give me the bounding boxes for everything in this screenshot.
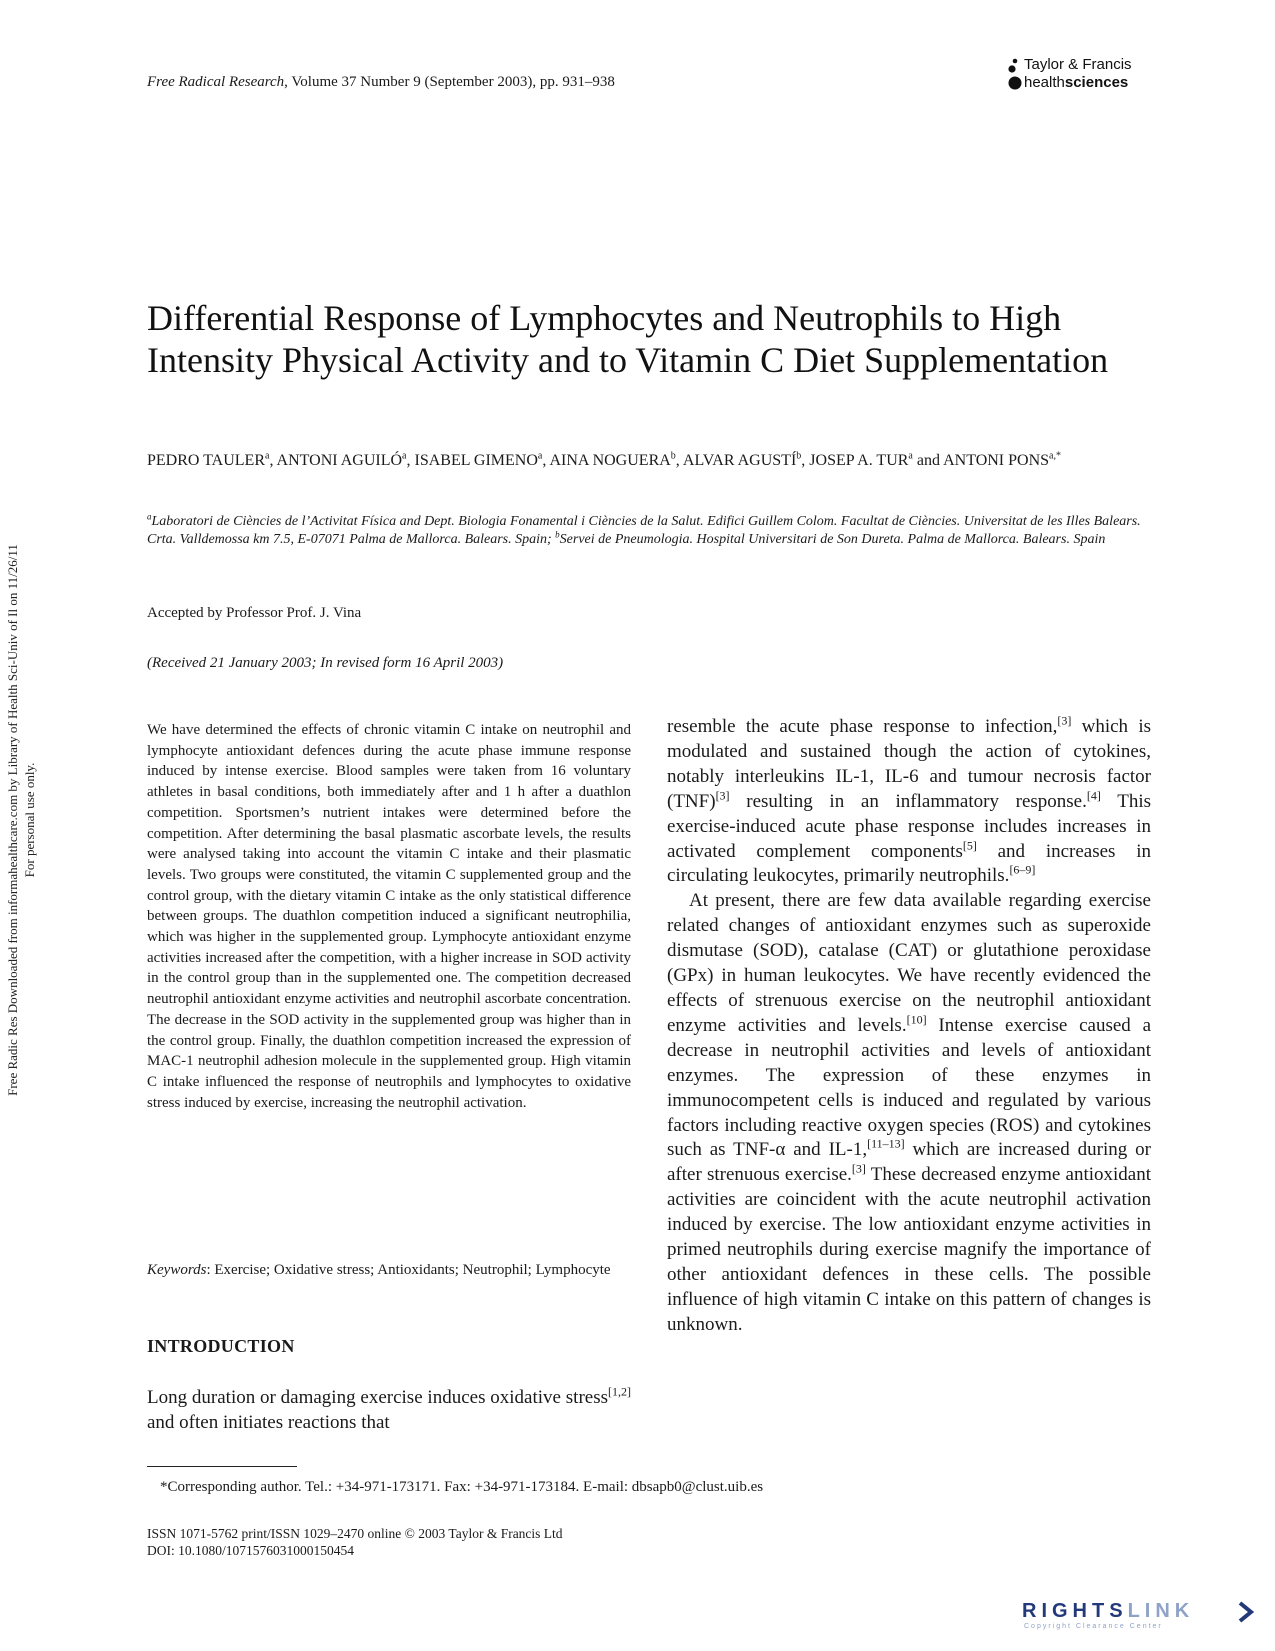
- publisher-name: Taylor & Francis: [1024, 56, 1132, 73]
- introduction-paragraph-left: Long duration or damaging exercise induces oxidative stress[1,2] and often initiates reactions that: [147, 1384, 631, 1433]
- chevron-right-icon: [1236, 1600, 1256, 1624]
- keywords-text: : Exercise; Oxidative stress; Antioxidants; Neutrophil; Lymphocyte: [206, 1262, 611, 1278]
- keywords-label: Keywords: [147, 1262, 207, 1278]
- accepted-by: Accepted by Professor Prof. J. Vina: [147, 605, 362, 621]
- download-notice: Free Radic Res Downloaded from informahealthcare.com by Library of Health Sci-Univ of Il on 11/26/11: [5, 544, 20, 1096]
- corresponding-author-footnote: *Corresponding author. Tel.: +34-971-173171. Fax: +34-971-173184. E-mail: dbsapb0@clust.uib.es: [160, 1479, 764, 1495]
- citation-ref[interactable]: [1,2]: [608, 1384, 631, 1399]
- issn-doi: [147, 1525, 563, 1559]
- section-heading-introduction: INTRODUCTION: [147, 1336, 295, 1356]
- journal-name: Free Radical Research: [147, 74, 285, 90]
- publisher-logo: [1006, 54, 1156, 96]
- footnote-divider: [147, 1466, 297, 1467]
- introduction-paragraph: resemble the acute phase response to infection,[3] which is modulated and sustained though the action of cytokines, notably interleukins IL-1, IL-6 and tumour necrosis factor (TNF)[3] resulting in an inflammatory response.[4] This exercise-induced acute phase response includes increases in activated complement components[5] and increases in circulating leukocytes, primarily neutrophils.[6–9]: [667, 713, 1152, 887]
- author-list: PEDRO TAULER$^a$, ANTONI AGUILÓ$^a$, ISABEL GIMENO$^a$, AINA NOGUERA$^b$, ALVAR AGUSTÍ$^b$, JOSEP A. TUR$^a$ and ANTONI $PONS^{a,*}$: [147, 450, 1061, 469]
- introduction-paragraph: At present, there are few data available regarding exercise related changes of antioxidant enzymes such as superoxide dismutase (SOD), catalase (CAT) or glutathione peroxidase (GPx) in human leukocytes. We have recently evidenced the effects of strenuous exercise on the neutrophil antioxidant enzyme activities and levels.[10] Intense exercise caused a decrease in neutrophil activities and levels of antioxidant enzymes. The expression of these enzymes in immunocompetent cells is induced and regulated by various factors including reactive oxygen species (ROS) and cytokines such as TNF-α and IL-1,[11–13] which are increased during or after strenuous exercise.[3] These decreased enzyme antioxidant activities are coincident with the acute neutrophil activation induced by exercise. The low antioxidant enzyme activities in primed neutrophils during exercise magnify the importance of other antioxidant defences in these cells. The possible influence of high vitamin C intake on this pattern of changes is unknown.: [667, 890, 1151, 1335]
- citation-ref[interactable]: [11–13]: [867, 1137, 905, 1152]
- personal-use-notice: For personal use only.: [22, 762, 37, 878]
- citation-ref[interactable]: [3]: [851, 1161, 866, 1176]
- doi-line[interactable]: DOI: 10.1080/1071576031000150454: [147, 1543, 354, 1558]
- citation-ref[interactable]: [3]: [715, 788, 730, 803]
- affiliations: $^a$Laboratori de Ciències de l’Activitat Física and Dept. Biologia Fonamental i Ciències de la Salut. Edifici Guillem Colom. Facultat de Ciències. Universitat de les Illes Balears. Crta. Valldemossa km 7.5, E-07071 Palma de Mallorca. Balears. Spain; $^b$Servei de Pneumologia. Hospital Universitari de Son Dureta. Palma de Mallorca. Balears. Spain: [147, 511, 1141, 547]
- rightslink-wordmark: RIGHTSLINK: [1022, 1600, 1195, 1622]
- rightslink-tagline: Copyright Clearance Center: [1024, 1623, 1163, 1630]
- introduction-column-right: [667, 715, 1151, 1338]
- issn-line: ISSN 1071-5762 print/ISSN 1029–2470 online © 2003 Taylor & Francis Ltd: [147, 1526, 563, 1541]
- download-watermark: [4, 470, 46, 1170]
- journal-citation: [147, 74, 615, 91]
- citation-details: , Volume 37 Number 9 (September 2003), pp. 931–938: [284, 74, 615, 90]
- citation-ref[interactable]: [6–9]: [1009, 863, 1036, 878]
- citation-ref[interactable]: [3]: [1057, 713, 1072, 728]
- received-dates: (Received 21 January 2003; In revised form 16 April 2003): [147, 655, 504, 671]
- publisher-dots-icon: [1006, 58, 1024, 94]
- rightslink-logo[interactable]: [1022, 1600, 1257, 1636]
- keywords: [147, 1261, 631, 1279]
- abstract: We have determined the effects of chronic vitamin C intake on neutrophil and lymphocyte antioxidant defences during the acute phase immune response induced by intense exercise. Blood samples were taken from 16 voluntary athletes in basal conditions, both immediately after and 1 h after a duathlon competition. Sportsmen’s nutrient intakes were determined before the competition. After determining the basal plasmatic ascorbate levels, the results were analysed taking into account the vitamin C intake and their plasmatic levels. Two groups were constituted, the vitamin C supplemented group and the control group, with the dietary vitamin C intake as the only statistical difference between groups. The duathlon competition induced a significant neutrophilia, which was higher in the supplemented group. Lymphocyte antioxidant enzyme activities increased after the competition, with a higher increase in SOD activity in the control group than in the supplemented one. The competition decreased neutrophil antioxidant enzyme activities and neutrophil ascorbate concentration. The decrease in the SOD activity in the supplemented group was higher than in the control group. Finally, the duathlon competition increased the expression of MAC-1 neutrophil adhesion molecule in the supplemented group. High vitamin C intake influenced the response of neutrophils and lymphocytes to oxidative stress induced by exercise, increasing the neutrophil activation.: [147, 722, 631, 1111]
- article-title: Differential Response of Lymphocytes and Neutrophils to High Intensity Physical Activity and to Vitamin C Diet Supplementation: [147, 298, 1109, 380]
- publisher-division: healthsciences: [1024, 74, 1129, 91]
- citation-ref[interactable]: [10]: [906, 1012, 927, 1027]
- citation-ref[interactable]: [5]: [962, 838, 977, 853]
- citation-ref[interactable]: [4]: [1086, 788, 1101, 803]
